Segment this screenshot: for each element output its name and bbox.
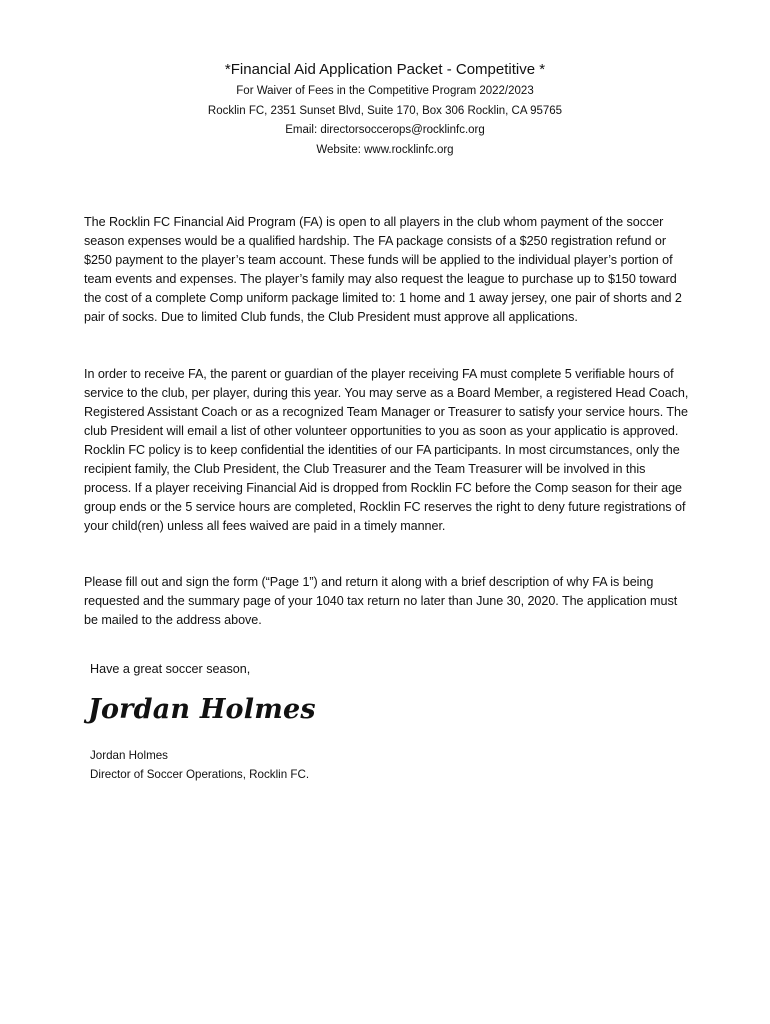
club-website: Website: www.rocklinfc.org — [316, 143, 454, 156]
club-address: Rocklin FC, 2351 Sunset Blvd, Suite 170, Box 306 Rocklin, CA 95765 — [207, 104, 563, 117]
letter-closing: Have a great soccer season, — [90, 662, 251, 676]
paragraph-submission-instructions: Please fill out and sign the form (“Page 1”) and return it along with a brief description of why FA is being requested and the summary page of your 1040 tax return no later than June 30, 2020. The application must be mailed to the address above. — [84, 575, 678, 627]
letter-header — [0, 60, 770, 160]
signatory-name: Jordan Holmes — [90, 749, 168, 762]
paragraph-service-requirements: In order to receive FA, the parent or guardian of the player receiving FA must complete 5 verifiable hours of service to the club, per player, during this year. You may serve as a Board Member, a registered Head Coach, Registered Assistant Coach or as a recognized Team Manager or Treasurer to satisfy your service hours. The club President will email a list of other volunteer opportunities to you as soon as your applicatio is approved. Rocklin FC policy is to keep confidential the identities of our FA participants. In most circumstances, only the recipient family, the Club President, the Club Treasurer and the Team Treasurer will be involved in this process. If a player receiving Financial Aid is dropped from Rocklin FC before the Comp season for their age group ends or the 5 service hours are completed, Rocklin FC reserves the right to deny future registrations of your child(ren) unless all fees waived are paid in a timely manner. — [84, 367, 689, 533]
document-subtitle: For Waiver of Fees in the Competitive Program 2022/2023 — [236, 85, 534, 97]
club-email: Email: directorsoccerops@rocklinfc.org — [285, 124, 485, 136]
document-title: *Financial Aid Application Packet - Competitive * — [224, 61, 546, 78]
paragraph-program-overview: The Rocklin FC Financial Aid Program (FA) is open to all players in the club whom payment of the soccer season expenses would be a qualified hardship. The FA package consists of a $250 registration refund or $250 payment to the player’s team account. These funds will be applied to the individual player’s portion of team events and expenses. The player’s family may also request the league to purchase up to $150 toward the cost of a complete Comp uniform package limited to: 1 home and 1 away jersey, one pair of shorts and 2 pair of socks. Due to limited Club funds, the Club President must approve all applications. — [84, 215, 682, 324]
handwritten-signature: Jordan Holmes — [88, 694, 316, 725]
signatory-title: Director of Soccer Operations, Rocklin FC. — [90, 768, 310, 781]
